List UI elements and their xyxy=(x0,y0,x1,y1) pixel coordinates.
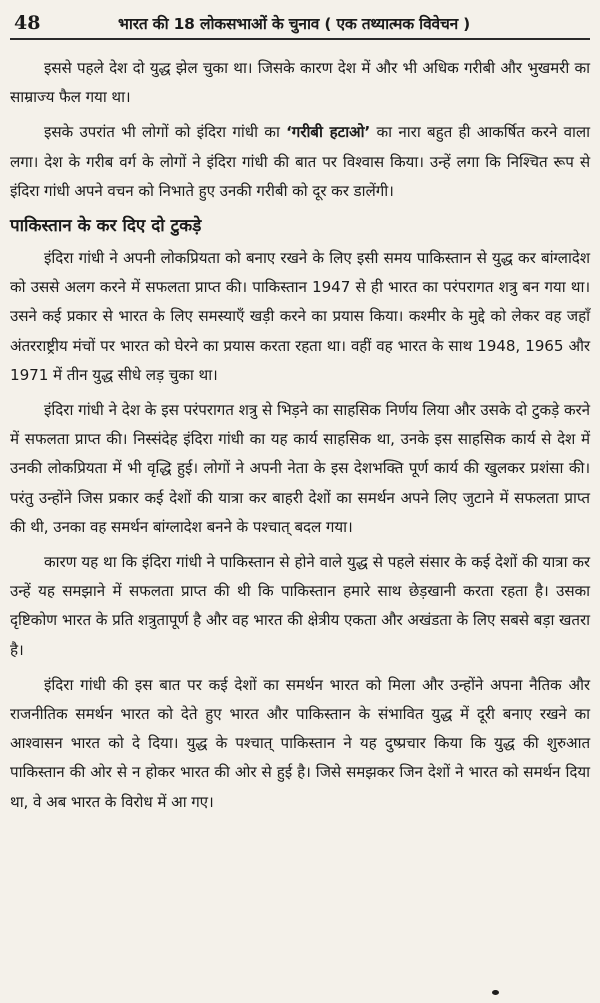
paragraph-2 xyxy=(10,118,590,206)
paragraph-6: इंदिरा गांधी की इस बात पर कई देशों का समर्थन भारत को मिला और उन्होंने अपना नैतिक और राजनीतिक समर्थन भारत को देते हुए भारत और पाकिस्तान के संभावित युद्ध में दूरी बनाए रखने का आश्वासन भारत को दे दिया। युद्ध के पश्चात् पाकिस्तान ने यह दुष्प्रचार किया कि युद्ध की शुरुआत पाकिस्तान की ओर से न होकर भारत की ओर से हुई है। जिसे समझकर जिन देशों ने भारत को समर्थन दिया था, वे अब भारत के विरोध में आ गए। xyxy=(10,675,590,811)
paragraph-1: इससे पहले देश दो युद्ध झेल चुका था। जिसके कारण देश में और भी अधिक गरीबी और भुखमरी का साम्राज्य फैल गया था। xyxy=(10,59,590,107)
paragraph-3: इंदिरा गांधी ने अपनी लोकप्रियता को बनाए रखने के लिए इसी समय पाकिस्तान से युद्ध कर बांग्लादेश को उससे अलग करने में सफलता प्राप्त की। पाकिस्तान 1947 से ही भारत का परंपरागत शत्रु बन गया था। उसने कई प्रकार से भारत के लिए समस्याएँ खड़ी करने का प्रयास किया। कश्मीर के मुद्दे को लेकर वह जहाँ अंतरराष्ट्रीय मंचों पर भारत को घेरने का प्रयास करता रहता था। वहीं वह भारत के साथ 1948, 1965 और 1971 में तीन युद्ध सीधे लड़ चुका था। xyxy=(10,249,590,384)
paragraph-4: इंदिरा गांधी ने देश के इस परंपरागत शत्रु से भिड़ने का साहसिक निर्णय लिया और उसके दो टुकड़े करने में सफलता प्राप्त की। निस्संदेह इंदिरा गांधी का यह कार्य साहसिक था, उनके इस साहसिक कार्य से देश में उनकी लोकप्रियता में भी वृद्धि हुई। लोगों ने अपनी नेता के इस देशभक्ति पूर्ण कार्य की खुलकर प्रशंसा की। परंतु उन्होंने जिस प्रकार कई देशों की यात्रा कर बाहरी देशों का समर्थन अपने लिए जुटाने में सफलता प्राप्त की थी, उनका वह समर्थन बांग्लादेश बनने के पश्चात् बदल गया। xyxy=(10,401,590,536)
paragraph-2-after: का नारा बहुत ही आकर्षित करने वाला लगा। देश के गरीब वर्ग के लोगों ने इंदिरा गांधी की बात पर विश्वास किया। उन्हें लगा कि निश्चित रूप से इंदिरा गांधी अपने वचन को निभाते हुए उनकी गरीबी को दूर कर डालेंगी। xyxy=(10,123,590,200)
slogan-quote: ‘गरीबी हटाओ’ xyxy=(286,123,371,142)
paragraph-5: कारण यह था कि इंदिरा गांधी ने पाकिस्तान से होने वाले युद्ध से पहले संसार के कई देशों की यात्रा कर उन्हें यह समझाने में सफलता प्राप्त की थी कि पाकिस्तान हमारे साथ छेड़खानी करता रहता है। उसका दृष्टिकोण भारत के प्रति शत्रुतापूर्ण है और वह भारत की क्षेत्रीय एकता और अखंडता के लिए सबसे बड़ा खतरा है। xyxy=(10,553,590,659)
page-number: 48 xyxy=(14,12,41,34)
ink-smudge xyxy=(492,990,499,995)
paragraph-2-before: इसके उपरांत भी लोगों को इंदिरा गांधी का xyxy=(44,123,287,142)
page-header xyxy=(10,8,590,40)
section-heading: पाकिस्तान के कर दिए दो टुकड़े xyxy=(10,216,202,237)
running-title: भारत की 18 लोकसभाओं के चुनाव ( एक तथ्यात्मक विवेचन ) xyxy=(118,15,471,33)
